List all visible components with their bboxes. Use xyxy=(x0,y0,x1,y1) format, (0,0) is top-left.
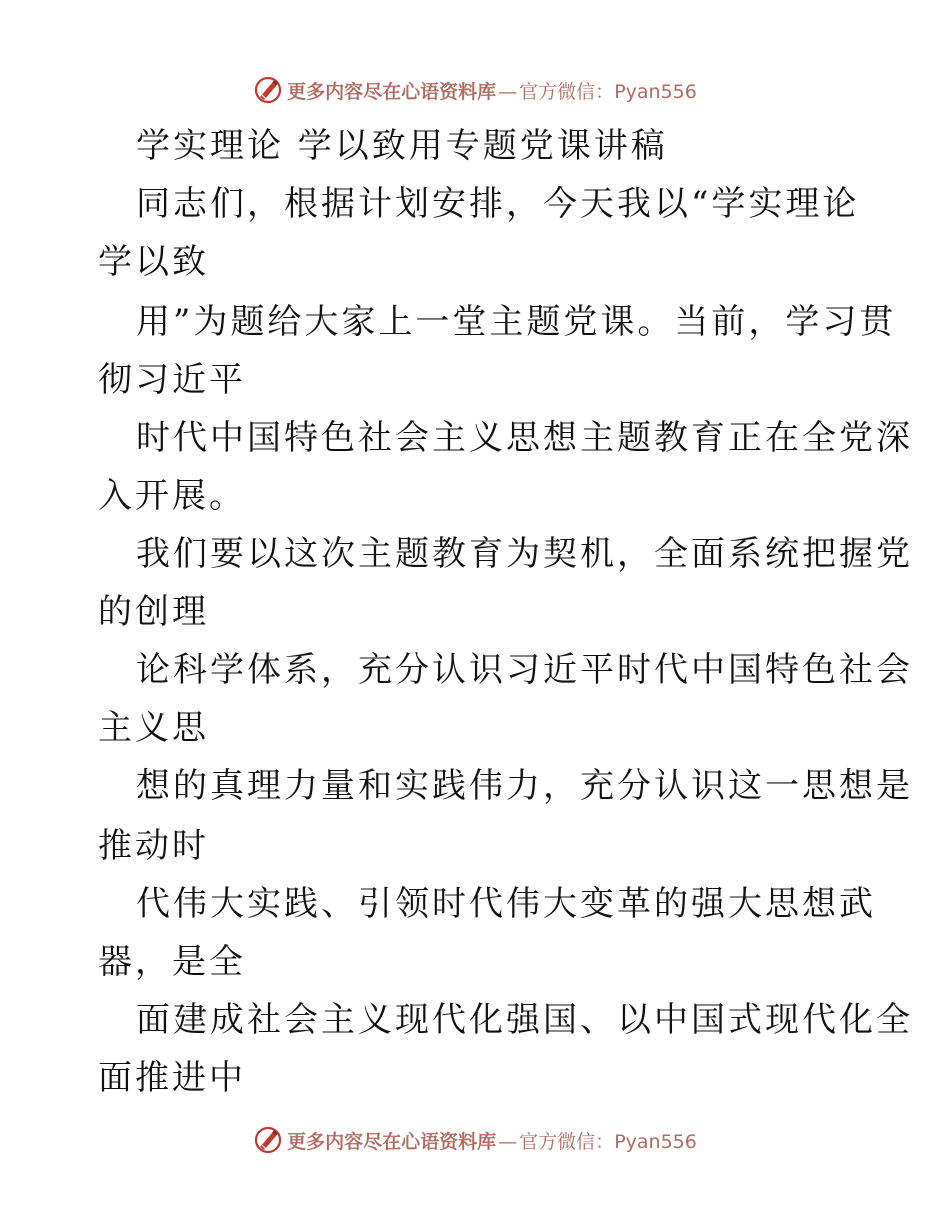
footer-wechat-id: Pyan556 xyxy=(614,1130,697,1153)
text-line-2: 学以致 xyxy=(98,242,209,282)
text-line-1: 同志们，根据计划安排，今天我以“学实理论 xyxy=(136,184,860,224)
text-line-12: 推动时 xyxy=(98,826,209,866)
header-wechat-id: Pyan556 xyxy=(614,80,697,103)
text-line-10: 主义思 xyxy=(98,708,209,748)
pen-logo-icon xyxy=(253,1125,283,1155)
text-line-3: 用”为题给大家上一堂主题党课。当前，学习贯 xyxy=(136,302,897,342)
header-watermark-text xyxy=(287,77,697,104)
header-watermark-banner xyxy=(0,72,950,108)
text-line-16: 面推进中 xyxy=(98,1058,246,1098)
footer-main-text: 更多内容尽在心语资料库 xyxy=(287,1130,497,1153)
text-line-11: 想的真理力量和实践伟力，充分认识这一思想是 xyxy=(136,766,913,806)
text-line-6: 入开展。 xyxy=(98,476,246,516)
text-line-8: 的创理 xyxy=(98,592,209,632)
document-title: 学实理论 学以致用专题党课讲稿 xyxy=(136,126,668,166)
text-line-14: 器，是全 xyxy=(98,942,246,982)
text-line-5: 时代中国特色社会主义思想主题教育正在全党深 xyxy=(136,418,913,458)
footer-watermark-banner xyxy=(0,1122,950,1158)
footer-separator: — xyxy=(498,1130,518,1153)
footer-secondary-text: 官方微信： xyxy=(519,1130,615,1153)
text-line-4: 彻习近平 xyxy=(98,360,246,400)
text-line-7: 我们要以这次主题教育为契机，全面系统把握党 xyxy=(136,534,913,574)
text-line-13: 代伟大实践、引领时代伟大变革的强大思想武 xyxy=(136,884,876,924)
header-main-text: 更多内容尽在心语资料库 xyxy=(287,80,497,103)
pen-logo-icon xyxy=(253,75,283,105)
header-separator: — xyxy=(498,80,518,103)
footer-watermark-text xyxy=(287,1127,697,1154)
text-line-9: 论科学体系，充分认识习近平时代中国特色社会 xyxy=(136,650,913,690)
header-secondary-text: 官方微信： xyxy=(519,80,615,103)
text-line-15: 面建成社会主义现代化强国、以中国式现代化全 xyxy=(136,1000,913,1040)
